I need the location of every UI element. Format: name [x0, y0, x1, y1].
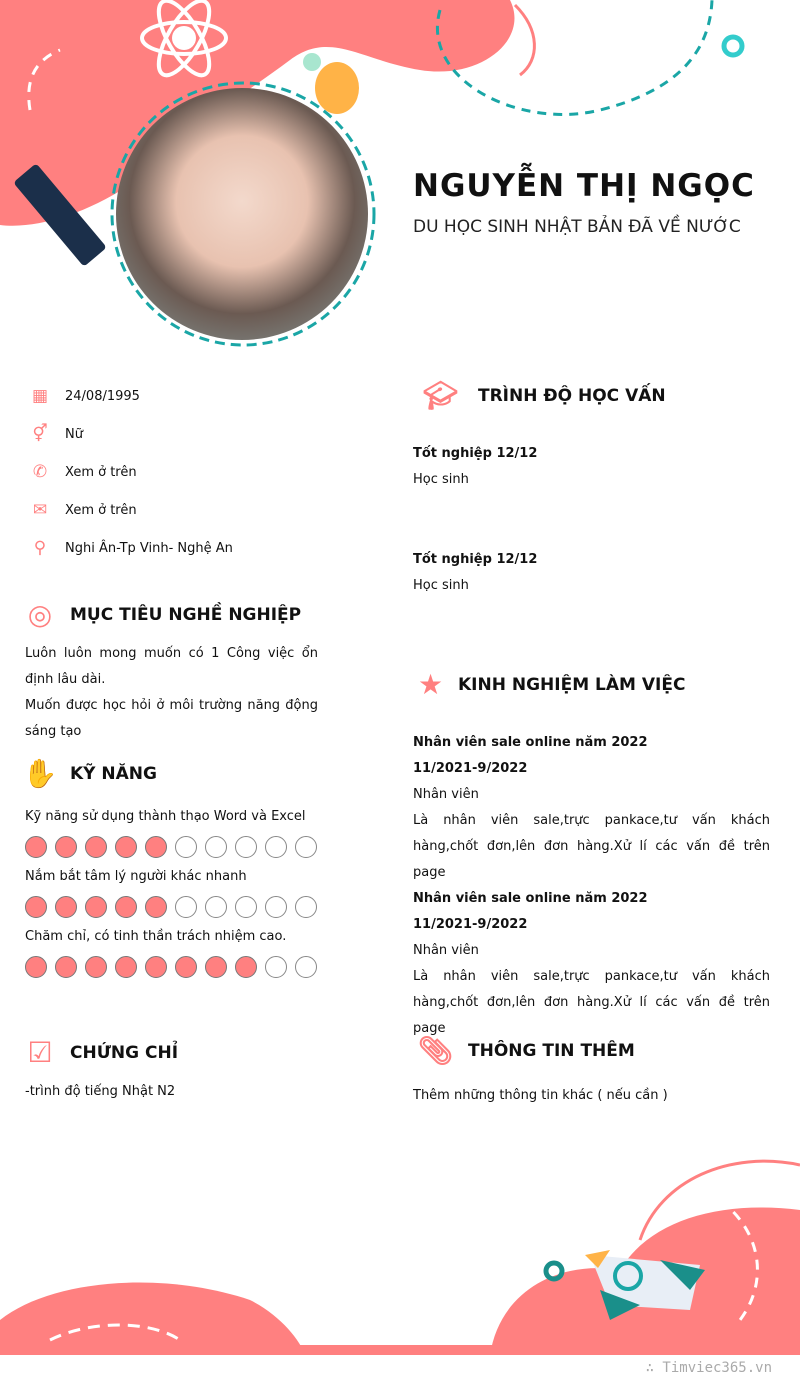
watermark: ∴ Timviec365.vn [645, 1360, 772, 1376]
skill-rating [25, 896, 317, 918]
skills-title: KỸ NĂNG [70, 763, 157, 784]
extra-heading [413, 1034, 635, 1067]
skills-list [25, 804, 317, 984]
job-role: Nhân viên [413, 943, 479, 958]
rating-dot [55, 896, 77, 918]
skill-name: Chăm chỉ, có tinh thần trách nhiệm cao. [25, 929, 287, 944]
experience-title: KINH NGHIỆM LÀM VIỆC [458, 674, 686, 695]
rating-dot [85, 836, 107, 858]
rating-dot [265, 956, 287, 978]
dob-value: 24/08/1995 [65, 388, 140, 404]
phone-value: Xem ở trên [65, 464, 137, 480]
rating-dot [85, 896, 107, 918]
education-item-detail: Học sinh [413, 578, 469, 593]
rating-dot [295, 896, 317, 918]
rating-dot [235, 956, 257, 978]
certificate-text: -trình độ tiếng Nhật N2 [25, 1084, 176, 1099]
rating-dot [115, 956, 137, 978]
skill-name: Kỹ năng sử dụng thành thạo Word và Excel [25, 809, 306, 824]
rating-dot [55, 956, 77, 978]
education-item-detail: Học sinh [413, 472, 469, 487]
rating-dot [205, 896, 227, 918]
hand-icon: ✋ [22, 757, 58, 790]
rating-dot [295, 956, 317, 978]
job-description: Là nhân viên sale,trực pankace,tư vấn khách hàng,chốt đơn,lên đơn hàng.Xử lí các vấn đề trên page [413, 969, 770, 1036]
experience-item [413, 886, 770, 1042]
education-heading [413, 379, 666, 412]
candidate-title: DU HỌC SINH NHẬT BẢN ĐÃ VỀ NƯỚC [413, 217, 741, 237]
rating-dot [175, 896, 197, 918]
contact-dob [30, 386, 140, 406]
rating-dot [25, 956, 47, 978]
paperclip-icon: 📎︎ [417, 1034, 454, 1067]
rating-dot [205, 836, 227, 858]
certificates-heading [20, 1036, 178, 1069]
education-title: TRÌNH ĐỘ HỌC VẤN [478, 385, 666, 406]
job-period: 11/2021-9/2022 [413, 761, 528, 776]
skills-heading [20, 757, 157, 790]
address-value: Nghi Ân-Tp Vinh- Nghệ An [65, 540, 233, 556]
job-period: 11/2021-9/2022 [413, 917, 528, 932]
contact-email [30, 500, 137, 520]
contact-gender [30, 424, 83, 444]
gender-icon: ⚥ [32, 424, 48, 444]
profile-photo [116, 88, 368, 340]
rating-dot [235, 896, 257, 918]
job-description: Là nhân viên sale,trực pankace,tư vấn khách hàng,chốt đơn,lên đơn hàng.Xử lí các vấn đề trên page [413, 813, 770, 880]
objective-title: MỤC TIÊU NGHỀ NGHIỆP [70, 604, 302, 625]
rating-dot [115, 896, 137, 918]
location-icon: ⚲ [33, 538, 47, 558]
email-value: Xem ở trên [65, 502, 137, 518]
extra-text: Thêm những thông tin khác ( nếu cần ) [413, 1088, 668, 1103]
rating-dot [55, 836, 77, 858]
contact-phone [30, 462, 137, 482]
rating-dot [205, 956, 227, 978]
rating-dot [265, 896, 287, 918]
extra-title: THÔNG TIN THÊM [468, 1040, 635, 1061]
candidate-name: NGUYỄN THỊ NGỌC [413, 168, 755, 204]
rating-dot [85, 956, 107, 978]
skill-item [25, 924, 317, 978]
email-icon: ✉ [32, 500, 48, 520]
calendar-icon: ▦ [31, 386, 49, 406]
job-title: Nhân viên sale online năm 2022 [413, 891, 648, 906]
rating-dot [145, 896, 167, 918]
experience-heading [413, 668, 685, 701]
rating-dot [25, 896, 47, 918]
rating-dot [175, 836, 197, 858]
phone-icon: ✆ [32, 462, 48, 482]
rating-dot [295, 836, 317, 858]
certificates-title: CHỨNG CHỈ [70, 1042, 179, 1063]
objective-line: Luôn luôn mong muốn có 1 Công việc ổn định lâu dài. [25, 646, 318, 687]
rating-dot [235, 836, 257, 858]
skill-rating [25, 836, 317, 858]
graduation-cap-icon: 🎓︎ [422, 379, 459, 412]
rating-dot [265, 836, 287, 858]
target-icon: ◎ [27, 598, 53, 631]
objective-line: Muốn được học hỏi ở môi trường năng động sáng tạo [25, 698, 318, 739]
objective-text [25, 641, 318, 745]
rating-dot [145, 956, 167, 978]
rating-dot [145, 836, 167, 858]
job-role: Nhân viên [413, 787, 479, 802]
rating-dot [175, 956, 197, 978]
skill-item [25, 864, 317, 918]
rating-dot [25, 836, 47, 858]
contact-address [30, 538, 233, 558]
education-item [413, 547, 537, 599]
skill-item [25, 804, 317, 858]
education-item-title: Tốt nghiệp 12/12 [413, 446, 538, 461]
checklist-icon: ☑ [27, 1036, 53, 1069]
star-icon: ★ [417, 668, 444, 701]
rating-dot [115, 836, 137, 858]
skill-name: Nắm bắt tâm lý người khác nhanh [25, 869, 247, 884]
skill-rating [25, 956, 317, 978]
education-item [413, 441, 537, 493]
education-item-title: Tốt nghiệp 12/12 [413, 552, 538, 567]
objective-heading [20, 598, 301, 631]
experience-item [413, 730, 770, 886]
gender-value: Nữ [65, 426, 83, 442]
job-title: Nhân viên sale online năm 2022 [413, 735, 648, 750]
